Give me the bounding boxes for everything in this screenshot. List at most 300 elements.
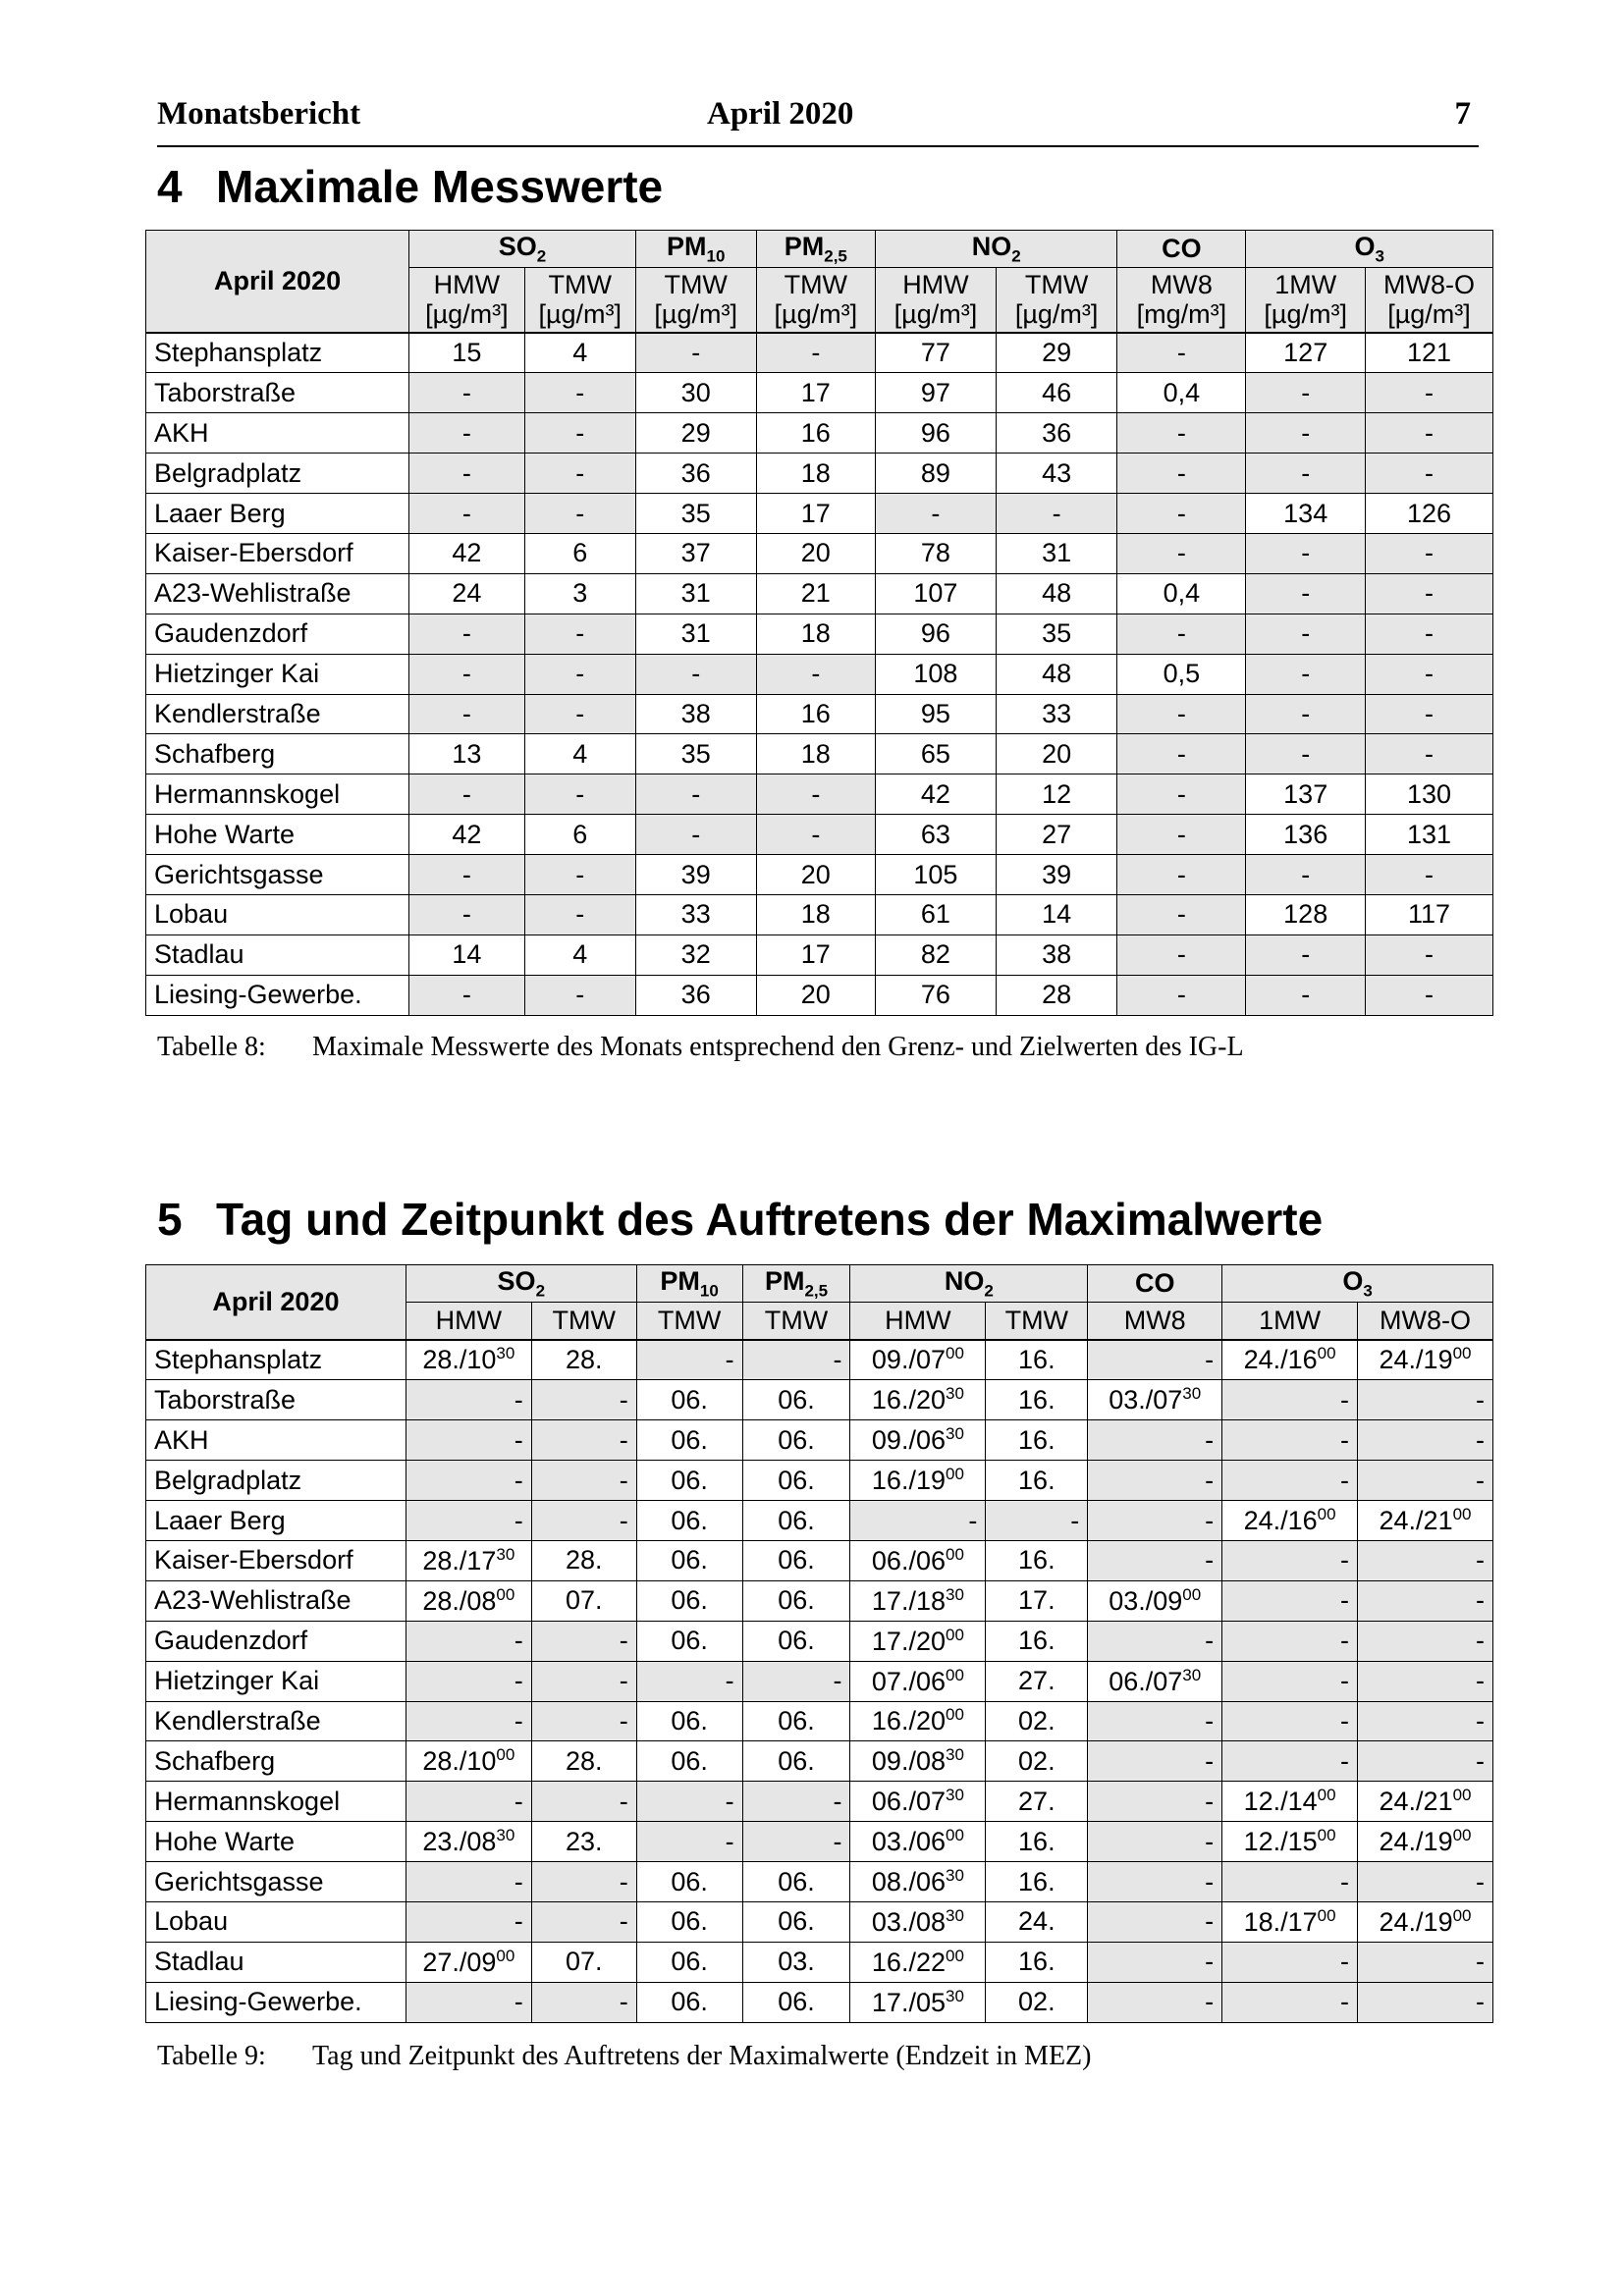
table-cell: - — [409, 494, 524, 534]
table-row — [146, 413, 1493, 454]
column-header: MW8 — [1088, 1303, 1222, 1340]
table-cell: $12./15^{00}$ — [1222, 1822, 1358, 1862]
table-cell: $23./08^{30}$ — [406, 1822, 531, 1862]
table-cell: 96 — [876, 413, 997, 454]
table-cell: 02. — [986, 1701, 1088, 1741]
table-cell: 6 — [524, 533, 635, 573]
station-name: Taborstraße — [146, 373, 409, 413]
section-title: Tag und Zeitpunkt des Auftretens der Maximalwerte — [216, 1194, 1324, 1245]
station-name: Liesing-Gewerbe. — [146, 975, 409, 1015]
table-cell: 06. — [636, 1942, 742, 1982]
table-cell: - — [1246, 855, 1366, 895]
table-cell: - — [742, 1822, 850, 1862]
table-cell: - — [1222, 1621, 1358, 1661]
table-cell: 06. — [742, 1982, 850, 2022]
table-row — [146, 694, 1493, 734]
table-cell: 16. — [986, 1942, 1088, 1982]
column-header: TMW — [986, 1303, 1088, 1340]
table-cell: 4 — [524, 934, 635, 975]
table-row — [146, 1701, 1493, 1741]
table-cell: 31 — [635, 614, 756, 654]
table-cell: 06. — [742, 1501, 850, 1541]
table-cell: - — [1222, 1420, 1358, 1461]
column-header: TMW [µg/m³] — [635, 268, 756, 333]
group-header: $O_3$ — [1222, 1265, 1493, 1303]
table-cell: - — [1246, 573, 1366, 614]
table-cell: 12 — [996, 774, 1117, 815]
table-cell: 42 — [876, 774, 997, 815]
table-cell: 24 — [409, 573, 524, 614]
table-cell: - — [406, 1782, 531, 1822]
table-cell: 06. — [636, 1982, 742, 2022]
table-cell: 06. — [742, 1621, 850, 1661]
table-cell: $28./10^{00}$ — [406, 1741, 531, 1782]
station-name: Gerichtsgasse — [146, 855, 409, 895]
table-cell: 06. — [636, 1741, 742, 1782]
table-cell: - — [1358, 1701, 1493, 1741]
table-cell: - — [524, 975, 635, 1015]
table-cell: - — [409, 413, 524, 454]
table-cell: 21 — [756, 573, 876, 614]
section-number: 4 — [157, 161, 183, 212]
table-cell: 29 — [635, 413, 756, 454]
table-cell: - — [1117, 894, 1246, 934]
table-cell: 28. — [531, 1741, 636, 1782]
table-cell: 33 — [996, 694, 1117, 734]
page-header — [157, 96, 1479, 147]
table-cell: - — [1222, 1461, 1358, 1501]
table-cell: $06./07^{30}$ — [850, 1782, 986, 1822]
table-cell: - — [1117, 694, 1246, 734]
table-cell: 33 — [635, 894, 756, 934]
table-row — [146, 333, 1493, 373]
table-cell: - — [850, 1501, 986, 1541]
table-row — [146, 1782, 1493, 1822]
station-name: A23-Wehlistraße — [146, 573, 409, 614]
table-cell: 96 — [876, 614, 997, 654]
table-cell: - — [1088, 1420, 1222, 1461]
table-cell: 38 — [996, 934, 1117, 975]
group-header: $SO_2$ — [409, 231, 636, 268]
table-cell: 4 — [524, 734, 635, 774]
station-name: Stadlau — [146, 1942, 406, 1982]
table-cell: - — [524, 894, 635, 934]
caption-text: Maximale Messwerte des Monats entsprechend den Grenz- und Zielwerten des IG-L — [312, 1032, 1244, 1062]
table-cell: 18 — [756, 454, 876, 494]
table-cell: - — [524, 454, 635, 494]
table-cell: - — [1088, 1822, 1222, 1862]
table-cell: 95 — [876, 694, 997, 734]
table-cell: - — [1358, 1580, 1493, 1621]
station-name: Hohe Warte — [146, 1822, 406, 1862]
table-row — [146, 1982, 1493, 2022]
table-row — [146, 774, 1493, 815]
table-cell: - — [1358, 1621, 1493, 1661]
table-row — [146, 734, 1493, 774]
table-cell: 06. — [742, 1461, 850, 1501]
table-cell: 97 — [876, 373, 997, 413]
table-cell: $16./22^{00}$ — [850, 1942, 986, 1982]
table-cell: 28. — [531, 1540, 636, 1580]
table-row — [146, 815, 1493, 855]
table-cell: - — [1117, 975, 1246, 1015]
table-cell: - — [524, 774, 635, 815]
column-header: 1MW — [1222, 1303, 1358, 1340]
table-cell: 39 — [635, 855, 756, 895]
station-name: AKH — [146, 413, 409, 454]
table-cell: - — [1358, 1982, 1493, 2022]
table-cell: - — [1117, 413, 1246, 454]
table-cell: 130 — [1365, 774, 1492, 815]
table-cell: - — [1358, 1540, 1493, 1580]
table-cell: 17. — [986, 1580, 1088, 1621]
table-cell: 20 — [756, 533, 876, 573]
table-row — [146, 1661, 1493, 1701]
table-cell: - — [1246, 975, 1366, 1015]
table-cell: 127 — [1246, 333, 1366, 373]
table-cell: 17 — [756, 494, 876, 534]
table-cell: - — [742, 1782, 850, 1822]
table-cell: - — [409, 694, 524, 734]
column-header: TMW [µg/m³] — [996, 268, 1117, 333]
table-cell: - — [1365, 855, 1492, 895]
table-cell: 136 — [1246, 815, 1366, 855]
table-cell: $09./08^{30}$ — [850, 1741, 986, 1782]
table-cell: - — [406, 1901, 531, 1942]
table-cell: $24./21^{00}$ — [1358, 1501, 1493, 1541]
table-cell: - — [986, 1501, 1088, 1541]
station-name: Hietzinger Kai — [146, 1661, 406, 1701]
table-cell: 16 — [756, 694, 876, 734]
table-cell: - — [1088, 1621, 1222, 1661]
table-cell: 3 — [524, 573, 635, 614]
table-cell: 39 — [996, 855, 1117, 895]
table-cell: - — [524, 494, 635, 534]
table-cell: 16. — [986, 1340, 1088, 1380]
table-cell: - — [1365, 533, 1492, 573]
table-cell: - — [756, 654, 876, 694]
table-cell: 35 — [635, 734, 756, 774]
table-cell: - — [635, 815, 756, 855]
table-cell: $03./08^{30}$ — [850, 1901, 986, 1942]
column-header: MW8-O [µg/m³] — [1365, 268, 1492, 333]
group-header: $SO_2$ — [406, 1265, 636, 1303]
table-cell: 18 — [756, 894, 876, 934]
table-cell: - — [1365, 654, 1492, 694]
table-row — [146, 975, 1493, 1015]
table-cell: 06. — [742, 1420, 850, 1461]
table-cell: - — [756, 815, 876, 855]
table-cell: 06. — [636, 1621, 742, 1661]
table-cell: - — [1365, 975, 1492, 1015]
table-cell: - — [531, 1901, 636, 1942]
station-name: Liesing-Gewerbe. — [146, 1982, 406, 2022]
table-cell: $09./06^{30}$ — [850, 1420, 986, 1461]
table-cell: - — [524, 413, 635, 454]
table-row — [146, 533, 1493, 573]
station-name: Lobau — [146, 1901, 406, 1942]
table-cell: - — [1222, 1540, 1358, 1580]
table-cell: 13 — [409, 734, 524, 774]
table-cell: - — [531, 1621, 636, 1661]
table-cell: 0,5 — [1117, 654, 1246, 694]
table-cell: - — [1117, 734, 1246, 774]
table-row — [146, 1822, 1493, 1862]
table-cell: 28 — [996, 975, 1117, 1015]
table-cell: 89 — [876, 454, 997, 494]
table-cell: - — [1246, 454, 1366, 494]
table-cell: 06. — [636, 1461, 742, 1501]
table-cell: - — [1365, 573, 1492, 614]
table-cell: - — [1117, 614, 1246, 654]
group-header: $O_3$ — [1246, 231, 1493, 268]
table-row — [146, 1461, 1493, 1501]
table-cell: 65 — [876, 734, 997, 774]
table-cell: - — [1222, 1580, 1358, 1621]
table-cell: - — [1088, 1540, 1222, 1580]
table-caption — [157, 1032, 1244, 1063]
table-cell: - — [1088, 1461, 1222, 1501]
table-cell: 126 — [1365, 494, 1492, 534]
table-cell: 36 — [635, 975, 756, 1015]
table-cell: $17./18^{30}$ — [850, 1580, 986, 1621]
column-header: TMW — [636, 1303, 742, 1340]
table-row — [146, 1420, 1493, 1461]
table-cell: 16. — [986, 1461, 1088, 1501]
table-cell: - — [409, 654, 524, 694]
table-cell: 42 — [409, 815, 524, 855]
table-cell: 78 — [876, 533, 997, 573]
table-cell: 06. — [636, 1862, 742, 1902]
group-header: $PM_{2,5}$ — [742, 1265, 850, 1303]
table-cell: 117 — [1365, 894, 1492, 934]
table-cell: - — [1358, 1862, 1493, 1902]
table-cell: $03./07^{30}$ — [1088, 1380, 1222, 1420]
table-cell: - — [406, 1461, 531, 1501]
table-cell: 16. — [986, 1380, 1088, 1420]
table-cell: 06. — [742, 1380, 850, 1420]
table-cell: - — [1117, 774, 1246, 815]
table-corner: April 2020 — [146, 1265, 406, 1340]
table-cell: - — [409, 614, 524, 654]
table-cell: $28./10^{30}$ — [406, 1340, 531, 1380]
table-cell: 121 — [1365, 333, 1492, 373]
column-header: TMW — [531, 1303, 636, 1340]
table-cell: - — [531, 1420, 636, 1461]
caption-label: Tabelle 9: — [157, 2041, 266, 2071]
table-cell: - — [409, 373, 524, 413]
table-cell: 105 — [876, 855, 997, 895]
table-row — [146, 1942, 1493, 1982]
table-cell: - — [1088, 1982, 1222, 2022]
table-cell: - — [1222, 1741, 1358, 1782]
station-name: Kaiser-Ebersdorf — [146, 1540, 406, 1580]
table-cell: 108 — [876, 654, 997, 694]
table-cell: - — [531, 1461, 636, 1501]
table-cell: $28./17^{30}$ — [406, 1540, 531, 1580]
table-cell: - — [406, 1621, 531, 1661]
column-header: TMW [µg/m³] — [756, 268, 876, 333]
table-cell: 06. — [636, 1901, 742, 1942]
table-cell: - — [1365, 934, 1492, 975]
column-header: TMW [µg/m³] — [524, 268, 635, 333]
table-cell: - — [406, 1420, 531, 1461]
station-name: Schafberg — [146, 734, 409, 774]
column-header: HMW [µg/m³] — [409, 268, 524, 333]
table-cell: 17 — [756, 934, 876, 975]
table-cell: - — [1088, 1782, 1222, 1822]
table-cell: 06. — [742, 1580, 850, 1621]
table-cell: 0,4 — [1117, 573, 1246, 614]
column-header: MW8 [mg/m³] — [1117, 268, 1246, 333]
table-row — [146, 654, 1493, 694]
table-cell: $09./07^{00}$ — [850, 1340, 986, 1380]
table-cell: - — [1222, 1701, 1358, 1741]
table-row — [146, 934, 1493, 975]
table-cell: $03./09^{00}$ — [1088, 1580, 1222, 1621]
page-number: 7 — [1454, 96, 1471, 132]
table-cell: - — [1222, 1862, 1358, 1902]
table-cell: 06. — [742, 1540, 850, 1580]
max-values-table — [145, 230, 1493, 1016]
table-cell: - — [636, 1822, 742, 1862]
table-cell: 20 — [996, 734, 1117, 774]
table-cell: - — [636, 1782, 742, 1822]
table-row — [146, 614, 1493, 654]
table-cell: - — [1088, 1942, 1222, 1982]
table-cell: - — [1088, 1901, 1222, 1942]
table-cell: 82 — [876, 934, 997, 975]
table-cell: 06. — [742, 1741, 850, 1782]
table-cell: - — [1365, 614, 1492, 654]
station-name: AKH — [146, 1420, 406, 1461]
table-cell: 23. — [531, 1822, 636, 1862]
table-cell: - — [524, 373, 635, 413]
table-cell: - — [1117, 494, 1246, 534]
group-header: CO — [1088, 1265, 1222, 1303]
max-time-table — [145, 1264, 1493, 2023]
caption-label: Tabelle 8: — [157, 1032, 266, 1062]
table-cell: 02. — [986, 1982, 1088, 2022]
table-cell: 06. — [636, 1380, 742, 1420]
column-header: HMW — [850, 1303, 986, 1340]
table-cell: 28. — [531, 1340, 636, 1380]
table-cell: - — [531, 1701, 636, 1741]
table-cell: - — [1246, 934, 1366, 975]
table-cell: 03. — [742, 1942, 850, 1982]
table-cell: - — [1246, 654, 1366, 694]
table-cell: $06./06^{00}$ — [850, 1540, 986, 1580]
station-name: Stephansplatz — [146, 1340, 406, 1380]
table-cell: 61 — [876, 894, 997, 934]
station-name: Hietzinger Kai — [146, 654, 409, 694]
table-cell: - — [636, 1340, 742, 1380]
table-cell: $16./20^{30}$ — [850, 1380, 986, 1420]
table-cell: - — [524, 855, 635, 895]
section-heading — [157, 160, 663, 213]
station-name: Gaudenzdorf — [146, 1621, 406, 1661]
table-cell: 0,4 — [1117, 373, 1246, 413]
table-cell: - — [1088, 1501, 1222, 1541]
table-cell: - — [406, 1380, 531, 1420]
table-cell: - — [1365, 454, 1492, 494]
table-cell: - — [756, 333, 876, 373]
table-cell: - — [1117, 934, 1246, 975]
table-cell: - — [531, 1782, 636, 1822]
table-row — [146, 1540, 1493, 1580]
table-row — [146, 855, 1493, 895]
table-cell: $16./20^{00}$ — [850, 1701, 986, 1741]
table-cell: 48 — [996, 573, 1117, 614]
station-name: Gaudenzdorf — [146, 614, 409, 654]
table-cell: - — [1365, 373, 1492, 413]
station-name: Stephansplatz — [146, 333, 409, 373]
table-cell: $24./19^{00}$ — [1358, 1340, 1493, 1380]
table-row — [146, 573, 1493, 614]
station-name: Belgradplatz — [146, 454, 409, 494]
table-cell: 46 — [996, 373, 1117, 413]
table-cell: 14 — [409, 934, 524, 975]
table-cell: 14 — [996, 894, 1117, 934]
group-header: $PM_{10}$ — [636, 1265, 742, 1303]
table-cell: - — [1088, 1862, 1222, 1902]
table-cell: 07. — [531, 1942, 636, 1982]
table-cell: - — [1358, 1420, 1493, 1461]
table-cell: 15 — [409, 333, 524, 373]
station-name: Kendlerstraße — [146, 694, 409, 734]
table-cell: - — [1117, 815, 1246, 855]
group-header: $PM_{10}$ — [635, 231, 756, 268]
table-cell: 6 — [524, 815, 635, 855]
table-row — [146, 1621, 1493, 1661]
table-cell: $08./06^{30}$ — [850, 1862, 986, 1902]
station-name: Hermannskogel — [146, 1782, 406, 1822]
table-cell: 29 — [996, 333, 1117, 373]
table-cell: - — [1246, 373, 1366, 413]
table-cell: 77 — [876, 333, 997, 373]
table-cell: 18 — [756, 734, 876, 774]
table-cell: 134 — [1246, 494, 1366, 534]
table-cell: 107 — [876, 573, 997, 614]
table-cell: 63 — [876, 815, 997, 855]
table-cell: 35 — [635, 494, 756, 534]
table-cell: 06. — [636, 1420, 742, 1461]
station-name: Gerichtsgasse — [146, 1862, 406, 1902]
group-header: $PM_{2,5}$ — [756, 231, 876, 268]
table-cell: 16. — [986, 1822, 1088, 1862]
table-cell: 131 — [1365, 815, 1492, 855]
table-caption — [157, 2041, 1091, 2072]
section-number: 5 — [157, 1194, 183, 1245]
table-cell: - — [1088, 1701, 1222, 1741]
column-header: 1MW [µg/m³] — [1246, 268, 1366, 333]
table-cell: $17./05^{30}$ — [850, 1982, 986, 2022]
table-cell: - — [1358, 1380, 1493, 1420]
table-cell: 31 — [996, 533, 1117, 573]
station-name: Hermannskogel — [146, 774, 409, 815]
station-name: A23-Wehlistraße — [146, 1580, 406, 1621]
table-cell: - — [531, 1501, 636, 1541]
table-cell: 18 — [756, 614, 876, 654]
column-header: TMW — [742, 1303, 850, 1340]
table-cell: - — [756, 774, 876, 815]
table-cell: - — [406, 1501, 531, 1541]
table-cell: $28./08^{00}$ — [406, 1580, 531, 1621]
table-cell: - — [1358, 1461, 1493, 1501]
table-cell: 27. — [986, 1661, 1088, 1701]
table-cell: - — [524, 694, 635, 734]
report-title: Monatsbericht — [157, 96, 361, 132]
